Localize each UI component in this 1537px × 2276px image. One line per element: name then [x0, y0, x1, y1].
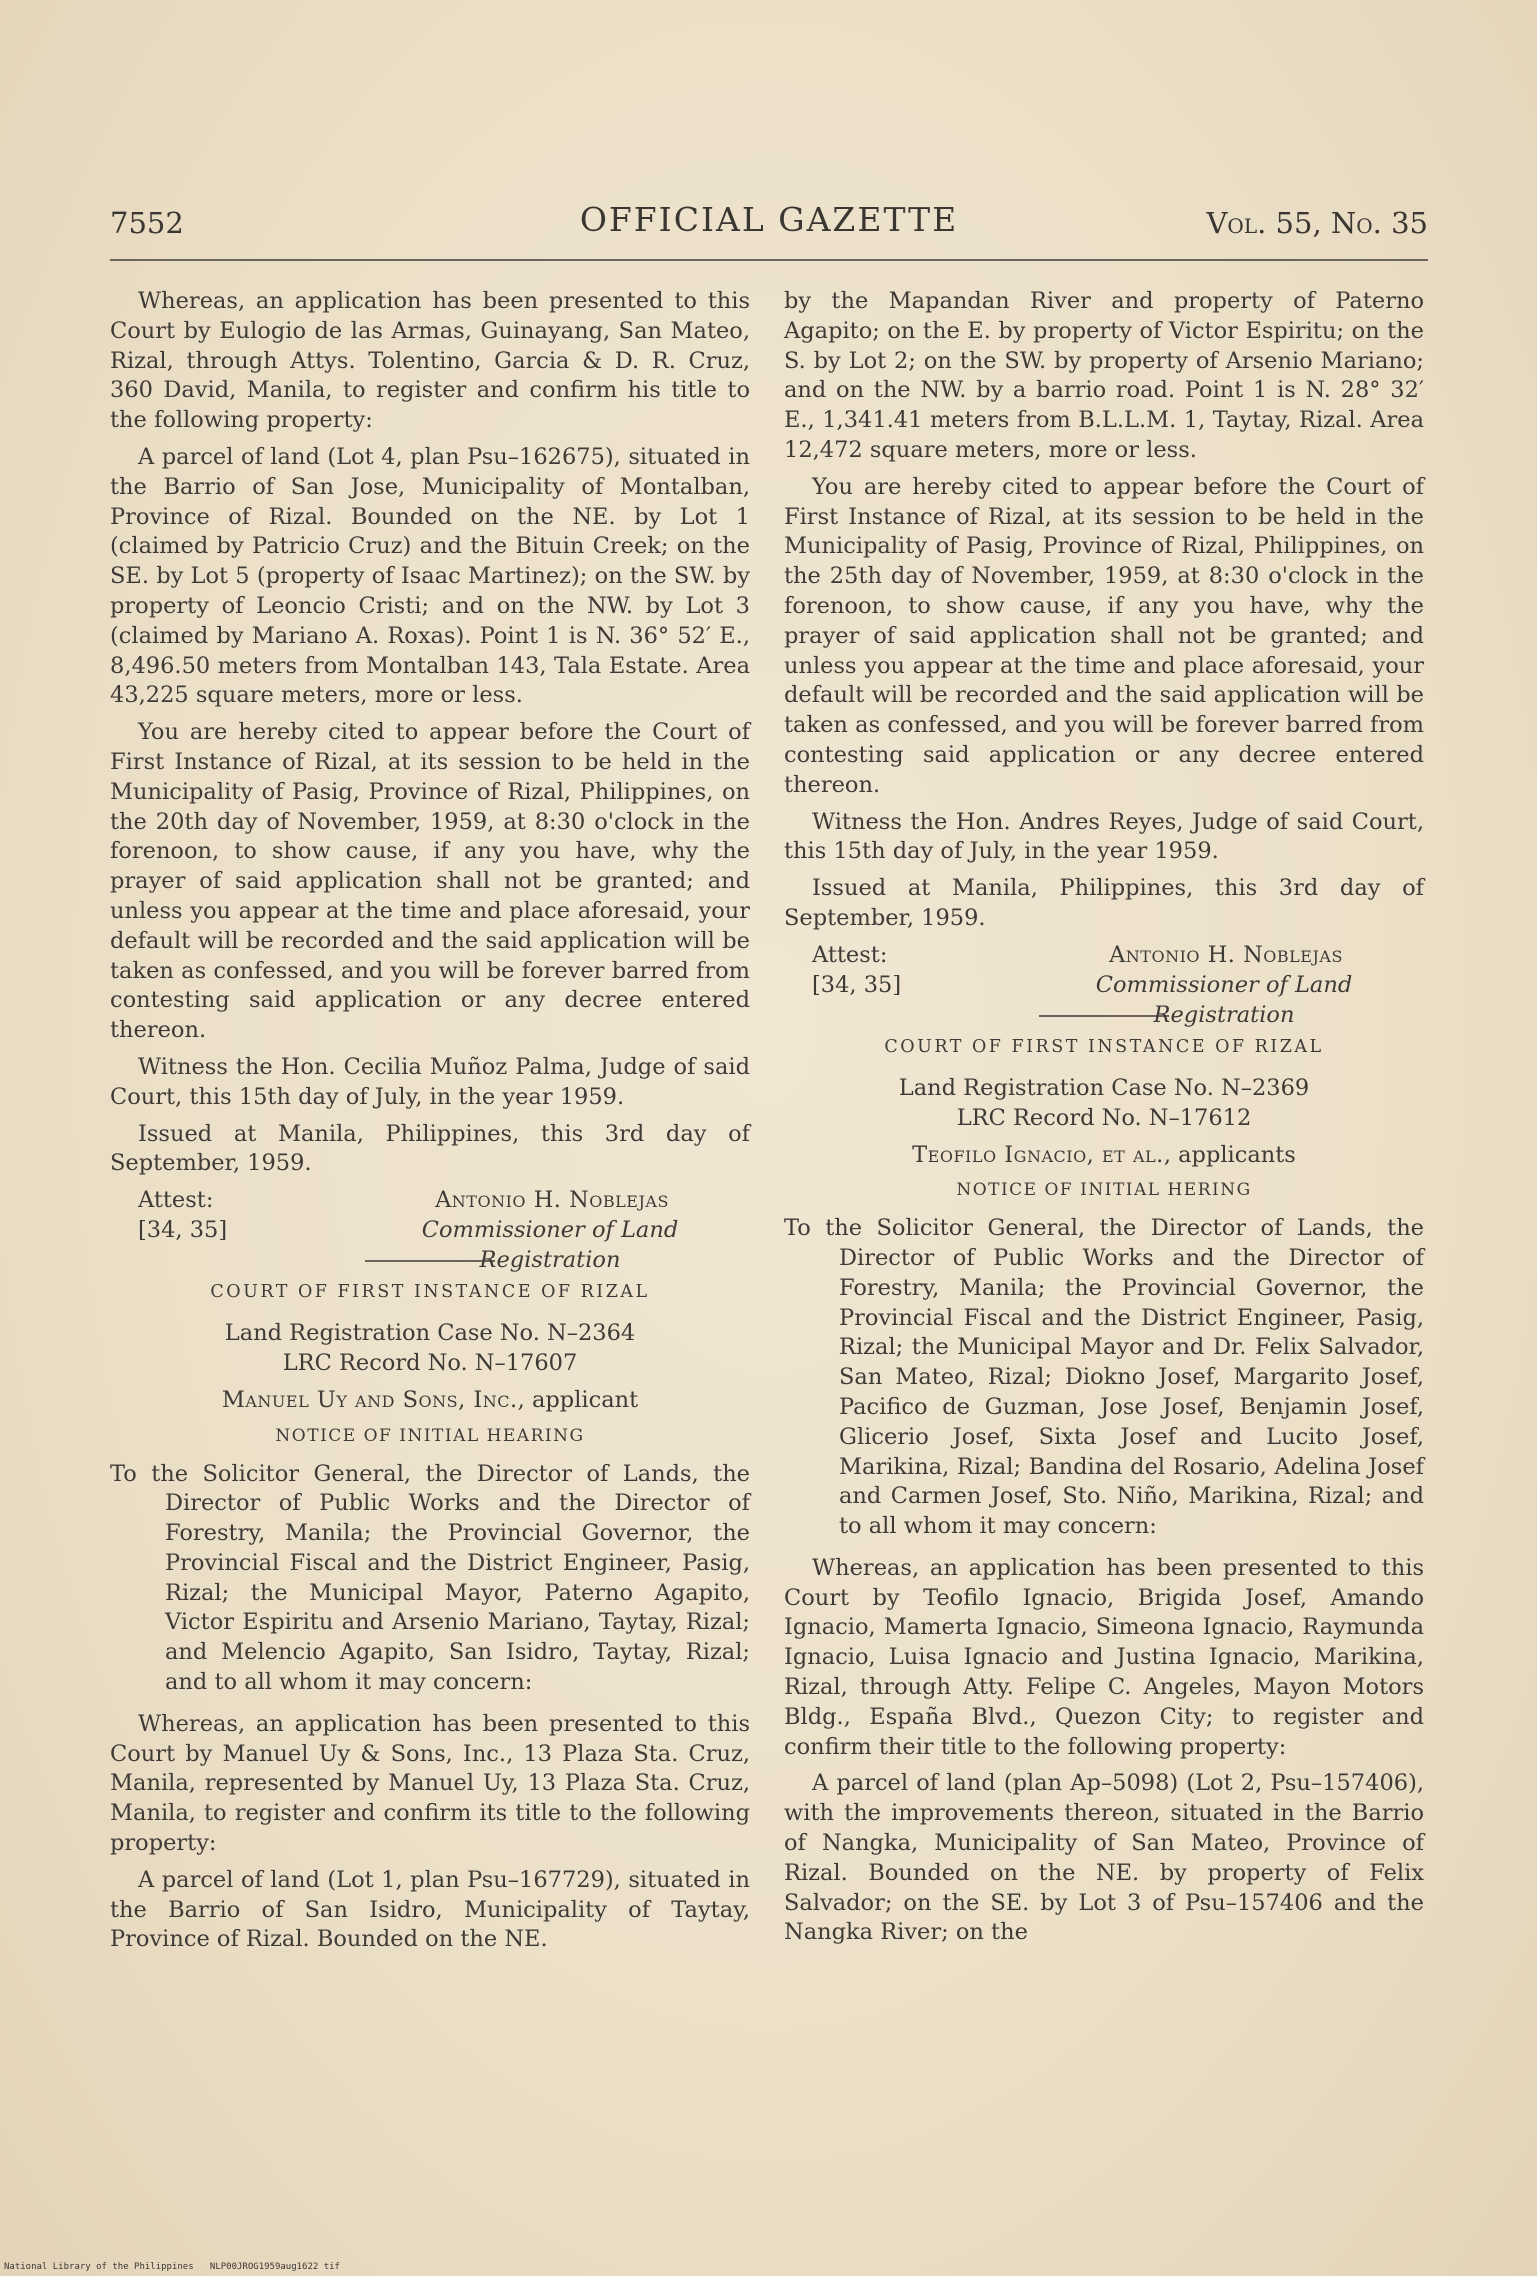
applicant-suffix: , applicant — [517, 1386, 639, 1413]
notice3-case-number: Land Registration Case No. N–2369 — [898, 1074, 1310, 1101]
notice2-title: NOTICE OF INITIAL HEARING — [275, 1425, 585, 1446]
attest-reference: [34, 35] — [138, 1217, 228, 1244]
notice2-witness: Witness the Hon. Andres Reyes, Judge of said Court, this 15th day of July, in the year 1959. — [784, 808, 1424, 865]
notice3-applicant — [784, 1141, 1424, 1171]
notice1-citation: You are hereby cited to appear before the Court of First Instance of Rizal, at its session to be held in the Municipality of Pasig, Province of Rizal, Philippines, on the 20th day of November, 1959, at 8:30 o'clock in the forenoon, to show cause, if any you have, why the prayer of said application shall not be granted; and unless you appear at the time and place aforesaid, your default will be recorded and the said application will be taken as confessed, and you will be forever barred from contesting said application or any decree entered thereon. — [110, 719, 750, 1044]
notice1-paragraph: Whereas, an application has been presented to this Court by Eulogio de las Armas, Guinayang, San Mateo, Rizal, through Attys. Tolentino, Garcia & D. R. Cruz, 360 David, Manila, to register and confirm his title to the following property: — [110, 288, 750, 434]
left-column — [110, 287, 750, 1962]
publication-title: OFFICIAL GAZETTE — [579, 200, 959, 239]
applicant-name: Manuel Uy and Sons, Inc. — [221, 1386, 518, 1413]
notice2-attestation — [784, 941, 1424, 1028]
page-header — [110, 196, 1428, 256]
notice3-court: COURT OF FIRST INSTANCE OF RIZAL — [884, 1036, 1324, 1057]
notice1-attestation — [110, 1186, 750, 1273]
notice2-court: COURT OF FIRST INSTANCE OF RIZAL — [210, 1282, 650, 1303]
attest-name: Antonio H. Noblejas — [1109, 941, 1343, 968]
right-column — [784, 287, 1424, 1955]
file-id: NLP00JROG1959aug1622 tif — [209, 2262, 340, 2272]
notice2-applicant — [110, 1386, 750, 1416]
attest-reference: [34, 35] — [812, 971, 902, 998]
notice2-paragraph: Whereas, an application has been presented to this Court by Manuel Uy & Sons, Inc., 13 Plaza Sta. Cruz, Manila, represented by Manuel Uy, 13 Plaza Sta. Cruz, Manila, to register and confirm its title to the following property: — [110, 1710, 750, 1857]
attest-title: Commissioner of Land Registration — [421, 1217, 679, 1273]
attest-title: Commissioner of Land Registration — [1095, 971, 1353, 1028]
library-name: National Library of the Philippines — [4, 2262, 194, 2272]
scan-footer — [4, 2262, 340, 2272]
notice3-title: NOTICE OF INITIAL HERING — [956, 1180, 1252, 1201]
notice1-property-description: A parcel of land (Lot 4, plan Psu–162675), situated in the Barrio of San Jose, Municipality of Montalban, Province of Rizal. Bounded on the NE. by Lot 1 (claimed by Patricio Cruz) and the Bituin Creek; on the SE. by Lot 5 (property of Isaac Martinez); on the SW. by property of Leoncio Cristi; and on the NW. by Lot 3 (claimed by Mariano A. Roxas). Point 1 is N. 36° 52′ E., 8,496.50 meters from Montalban 143, Tala Estate. Area 43,225 square meters, more or less. — [110, 443, 750, 709]
notice2-issued: Issued at Manila, Philippines, this 3rd day of September, 1959. — [784, 875, 1424, 931]
attest-label: Attest: — [812, 941, 888, 968]
notice2-property-description: A parcel of land (Lot 1, plan Psu–167729), situated in the Barrio of San Isidro, Municipality of Taytay, Province of Rizal. Bounded on the NE. — [110, 1866, 750, 1953]
volume-number: Vol. 55, No. 35 — [1206, 206, 1428, 240]
notice3-paragraph: Whereas, an application has been presented to this Court by Teofilo Ignacio, Brigida Josef, Amando Ignacio, Mamerta Ignacio, Simeona Ignacio, Raymunda Ignacio, Luisa Ignacio and Justina Ignacio, Marikina, Rizal, through Atty. Felipe C. Angeles, Mayon Motors Bldg., España Blvd., Quezon City; to register and confirm their title to the following property: — [784, 1554, 1424, 1760]
header-rule — [110, 259, 1428, 261]
page-number: 7552 — [110, 206, 184, 240]
notice2-property-continued: by the Mapandan River and property of Paterno Agapito; on the E. by property of Victor Espiritu; on the S. by Lot 2; on the SW. by property of Arsenio Mariano; and on the NW. by a barrio road. Point 1 is N. 28° 32′ E., 1,341.41 meters from B.L.L.M. 1, Taytay, Rizal. Area 12,472 square meters, more or less. — [784, 288, 1424, 463]
attest-label: Attest: — [138, 1187, 214, 1214]
notice3-property-description: A parcel of land (plan Ap–5098) (Lot 2, Psu–157406), with the improvements thereon, situated in the Barrio of Nangka, Municipality of San Mateo, Province of Rizal. Bounded on the NE. by property of Felix Salvador; on the SE. by Lot 3 of Psu–157406 and the Nangka River; on the — [784, 1770, 1424, 1946]
notice3-addressee: To the Solicitor General, the Director of Lands, the Director of Public Works and the Director of Forestry, Manila; the Provincial Governor, the Provincial Fiscal and the District Engineer, Pasig, Rizal; the Municipal Mayor and Dr. Felix Salvador, San Mateo, Rizal; Diokno Josef, Margarito Josef, Pacifico de Guzman, Jose Josef, Benjamin Josef, Glicerio Josef, Sixta Josef and Lucito Josef, Marikina, Rizal; Bandina del Rosario, Adelina Josef and Carmen Josef, Sto. Niño, Marikina, Rizal; and to all whom it may concern: — [784, 1215, 1424, 1540]
notice3-record-number: LRC Record No. N–17612 — [956, 1104, 1252, 1131]
applicant-name: Teofilo Ignacio, et al. — [912, 1141, 1164, 1168]
notice1-witness: Witness the Hon. Cecilia Muñoz Palma, Judge of said Court, this 15th day of July, in the year 1959. — [110, 1053, 750, 1110]
notice2-addressee: To the Solicitor General, the Director of Lands, the Director of Public Works and the Director of Forestry, Manila; the Provincial Governor, the Provincial Fiscal and the District Engineer, Pasig, Rizal; the Municipal Mayor, Paterno Agapito, Victor Espiritu and Arsenio Mariano, Taytay, Rizal; and Melencio Agapito, San Isidro, Taytay, Rizal; and to all whom it may concern: — [110, 1460, 750, 1696]
notice2-citation: You are hereby cited to appear before the Court of First Instance of Rizal, at its session to be held in the Municipality of Pasig, Province of Rizal, Philippines, on the 25th day of November, 1959, at 8:30 o'clock in the forenoon, to show cause, if any you have, why the prayer of said application shall not be granted; and unless you appear at the time and place aforesaid, your default will be recorded and the said application will be taken as confessed, and you will be forever barred from contesting said application or any decree entered thereon. — [784, 473, 1424, 798]
attest-name: Antonio H. Noblejas — [435, 1187, 669, 1214]
notice2-record-number: LRC Record No. N–17607 — [282, 1349, 578, 1376]
notice2-case-number: Land Registration Case No. N–2364 — [224, 1319, 636, 1346]
notice1-issued: Issued at Manila, Philippines, this 3rd day of September, 1959. — [110, 1120, 750, 1177]
applicant-suffix: , applicants — [1163, 1141, 1296, 1168]
